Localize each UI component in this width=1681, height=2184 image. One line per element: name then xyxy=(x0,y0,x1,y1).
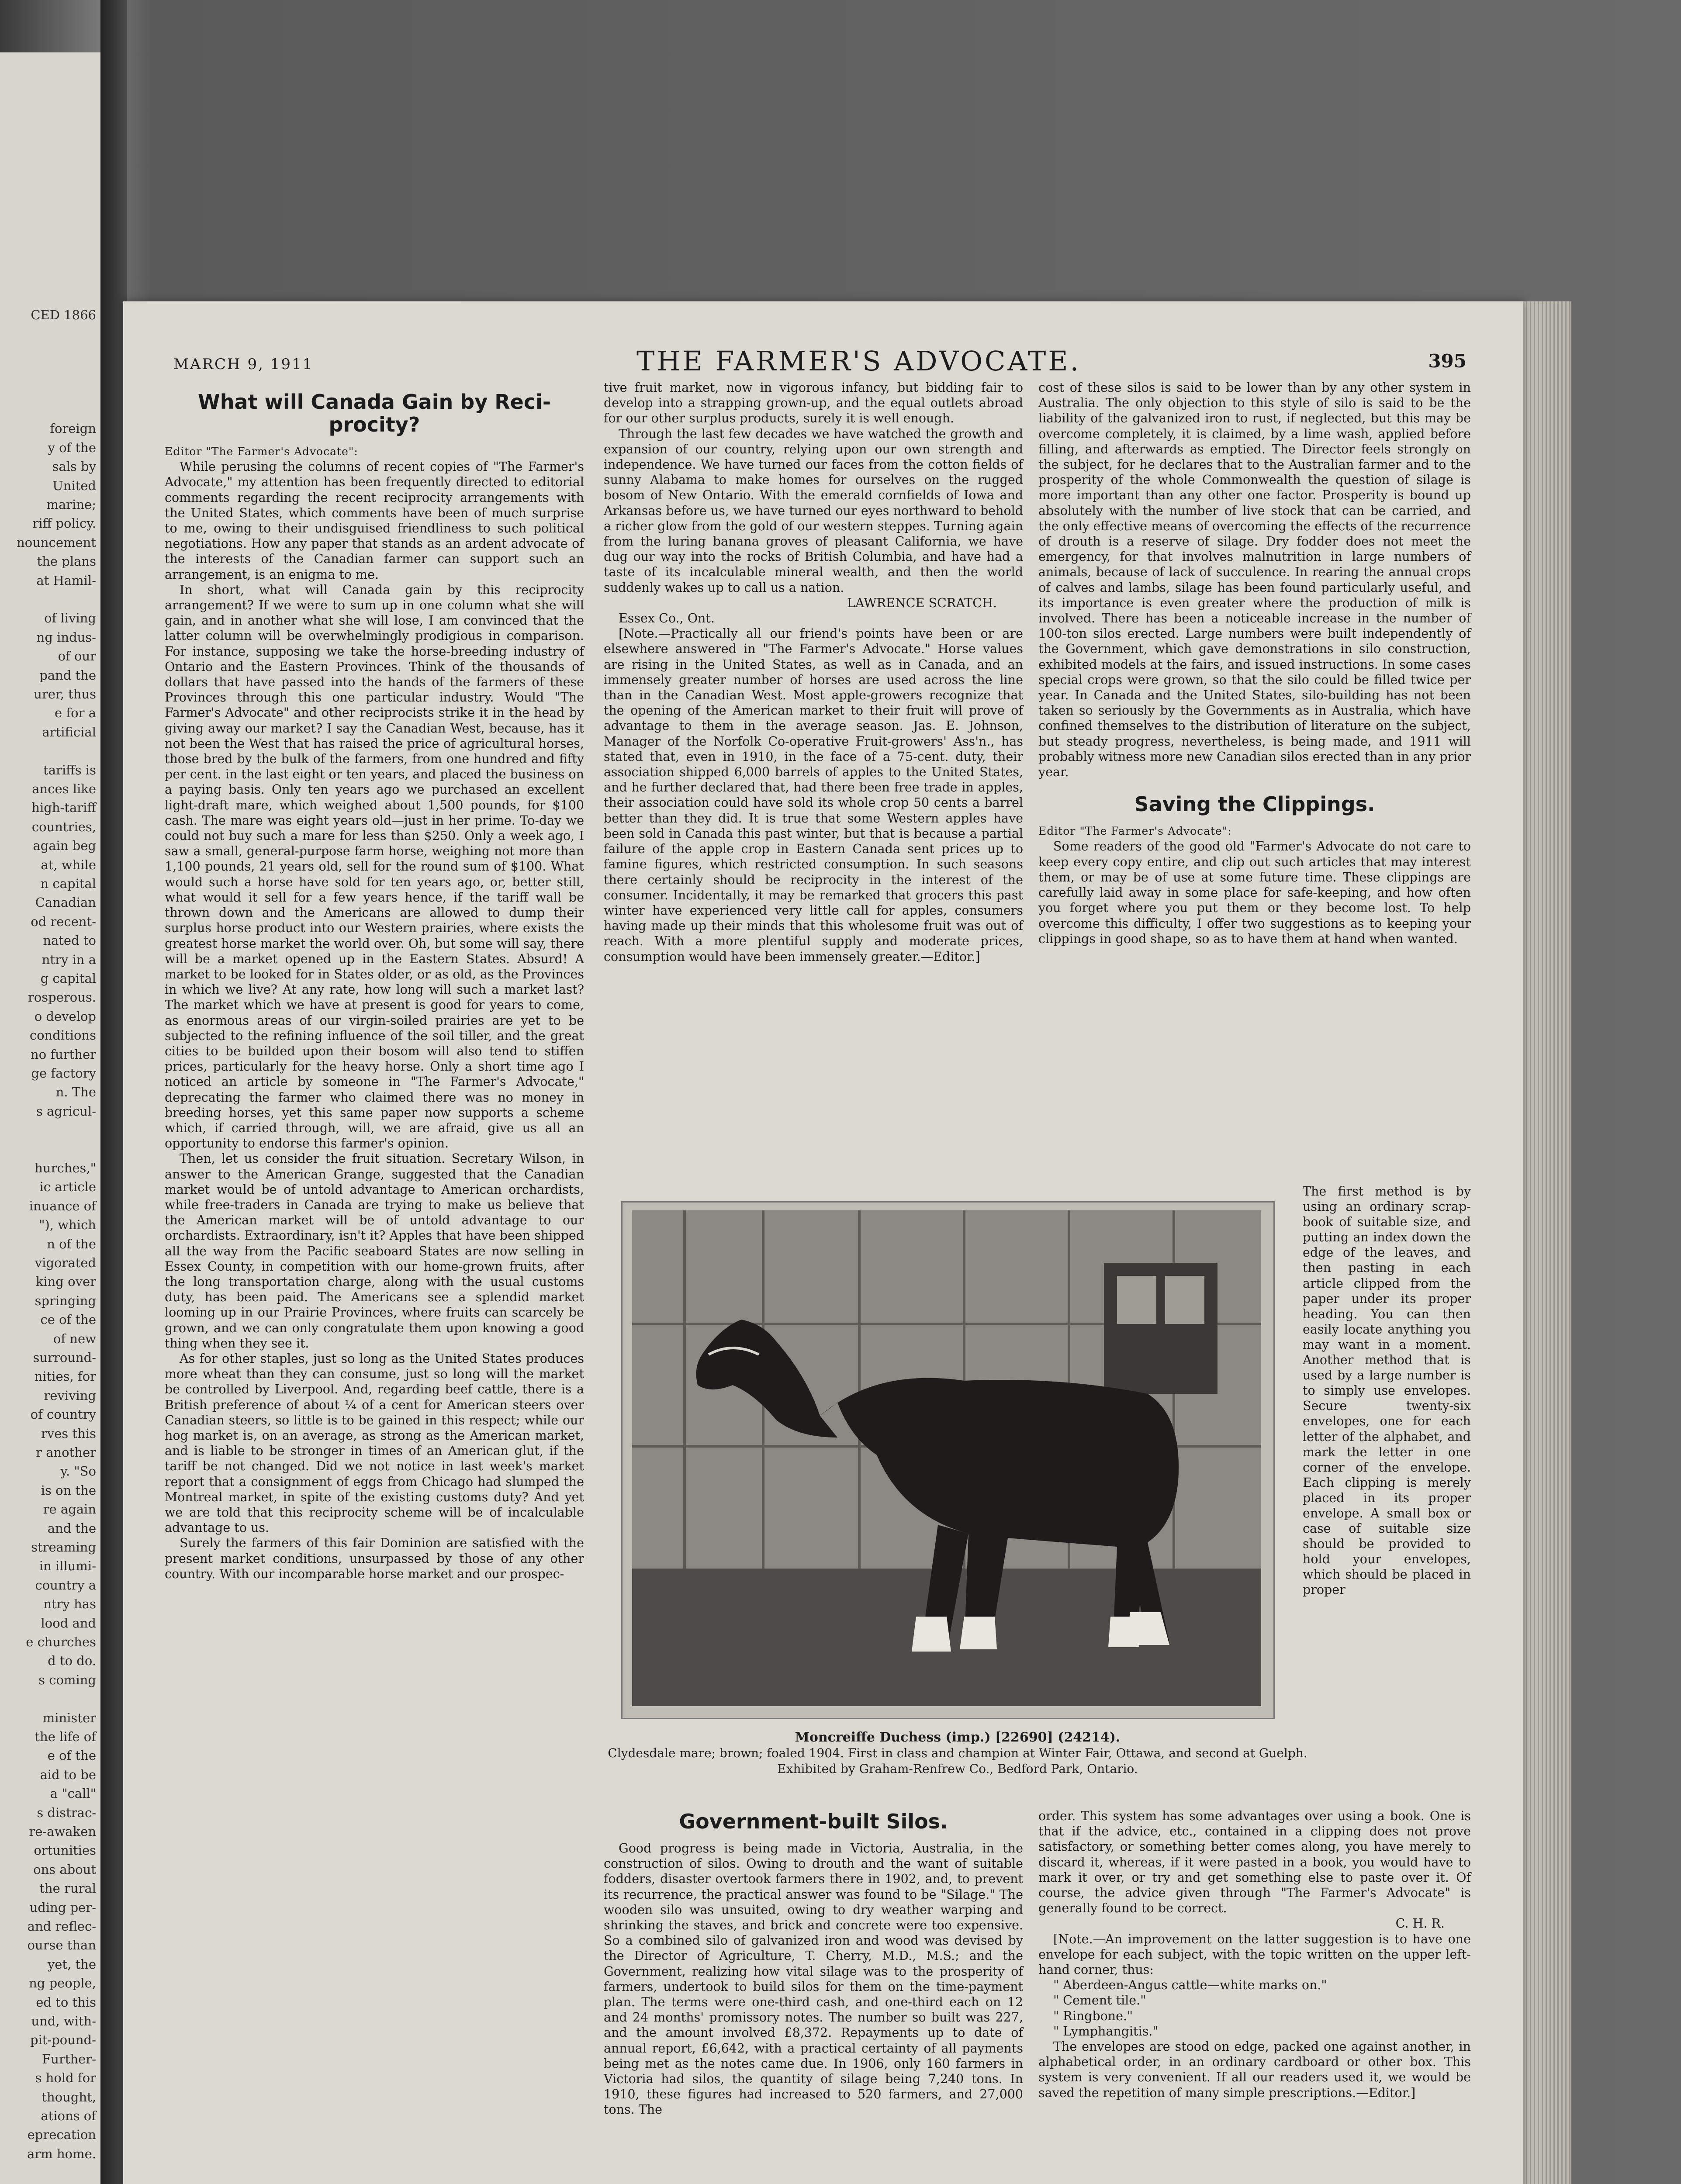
column-2-lower xyxy=(604,1808,1023,2118)
prev-page-line: the life of xyxy=(35,1729,96,1744)
prev-page-line: is on the xyxy=(41,1482,96,1498)
prev-page-line: riff policy. xyxy=(32,516,96,531)
prev-page-line: ons about xyxy=(33,1862,96,1877)
prev-page-line: re again xyxy=(43,1502,96,1517)
prev-page-line: the rural xyxy=(39,1881,96,1896)
paragraph: While perusing the columns of recent copies of "The Farmer's Advocate," my attention has been frequently directed to editorial comments regarding the recent reciprocity arrangements with the United States, which comments have been of much surprise to me, owing to their undisguised friendliness to such political negotiations. How any paper that stands as an ardent advocate of the interests of the Canadian farmer can support such an arrangement, is an enigma to me. xyxy=(165,460,584,582)
paragraph: order. This system has some advantages over using a book. One is that if the advice, etc., contained in a clipping does not prove satisfactory, or something better comes along, you have merely to discard it, whereas, if it were pasted in a book, you would have to mark it over, or try and get something else to paste over it. Of course, the advice given through "The Farmer's Advocate" is generally found to be correct. xyxy=(1038,1809,1471,1916)
prev-page-line: ed to this xyxy=(36,1994,96,2010)
prev-page-line: aid to be xyxy=(40,1767,96,1782)
prev-page-line: of country xyxy=(30,1407,96,1422)
paragraph: Through the last few decades we have watched the growth and expansion of our country, relying upon our own strength and independence. We have turned our faces from the cotton fields of sunny Alabama to make homes for ourselves on the rugged bosom of New Ontario. With the emerald cornfields of Iowa and Arkansas before us, we have turned our eyes northward to behold a richer glow from the gold of our western steppes. Turning again from the luring banana groves of pleasant California, we have dug our way into the rocks of British Columbia, and have had a taste of its incalculable mineral wealth, and then the world suddenly wakes up to call us a nation. xyxy=(604,426,1023,595)
prev-page-line: eprecation xyxy=(27,2127,96,2143)
editor-note: [Note.—An improvement on the latter suggestion is to have one envelope for each subject, with the topic written on the upper left-hand corner, thus: xyxy=(1038,1932,1471,1977)
prev-page-line: rves this xyxy=(41,1426,96,1441)
editor-note-end: The envelopes are stood on edge, packed one against another, in alphabetical order, in an ordinary cardboard or other box. This system is very convenient. If all our readers used it, we would be saved the repetition of many simple prescriptions.—Editor.] xyxy=(1038,2039,1471,2100)
author-signature: C. H. R. xyxy=(1395,1916,1445,1931)
prev-page-line: e of the xyxy=(47,1748,96,1763)
prev-page-line: Further- xyxy=(42,2051,96,2067)
prev-page-line: a "call" xyxy=(50,1786,96,1801)
prev-page-line: inuance of xyxy=(29,1198,96,1213)
prev-page-line: ortunities xyxy=(34,1843,96,1858)
prev-page-line: United xyxy=(52,478,96,493)
prev-page-line: Canadian xyxy=(35,895,96,910)
clydesdale-mare-image xyxy=(632,1210,1261,1706)
page-edges xyxy=(1523,301,1571,2184)
editor-note: [Note.—Practically all our friend's points have been or are elsewhere answered in "The Farmer's Advocate." Horse values are rising in the United States, as well as in Canada, and an immensely greater number of horses are used across the line than in the Canadian West. Most apple-growers recognize that the opening of the American market to their fruit will prove of advantage to them in the average season. Jas. E. Johnson, Manager of the Norfolk Co-operative Fruit-growers' Ass'n., has stated that, even in 1910, in the face of a 75-cent. duty, their association shipped 6,000 barrels of apples to the United States, and he further declared that, had there been free trade in apples, their association could have sold its whole crop 50 cents a barrel better than they did. It is true that some Western apples have been sold in Canada this past winter, but that is because a partial failure of the apple crop in Eastern Canada sent prices up to famine figures, which restricted consumption. In such seasons there certainly should be reciprocity in the interest of the consumer. Incidentally, it may be remarked that grocers this past winter have experienced very little call for apples, consumers having made up their minds that this wholesome fruit was out of reach. With a more plentiful supply and moderate prices, consumption would have been immensely greater.—Editor.] xyxy=(604,626,1023,964)
prev-page-line: ng indus- xyxy=(36,629,96,645)
prev-page-line: marine; xyxy=(46,497,96,512)
prev-page-line: country a xyxy=(35,1577,96,1593)
prev-page-line: hurches," xyxy=(35,1161,96,1175)
binding-gutter xyxy=(100,0,127,2184)
list-item: " Aberdeen-Angus cattle—white marks on." xyxy=(1053,1978,1327,1993)
prev-page-line: of new xyxy=(53,1331,96,1346)
prev-page-line: no further xyxy=(31,1047,96,1062)
caption-title: Moncreiffe Duchess (imp.) [22690] (24214). xyxy=(795,1730,1121,1745)
prev-page-line: s coming xyxy=(38,1672,96,1687)
author-location: Essex Co., Ont. xyxy=(619,611,715,626)
caption-text: Clydesdale mare; brown; foaled 1904. First in class and champion at Winter Fair, Ottawa, and second at Guelph. Exhibited by Graham-Renfrew Co., Bedford Park, Ontario. xyxy=(608,1746,1307,1776)
newspaper-page xyxy=(123,301,1523,2184)
prev-page-line: again beg xyxy=(33,838,96,854)
editor-salutation: Editor "The Farmer's Advocate": xyxy=(165,445,358,458)
prev-page-line: nated to xyxy=(43,933,96,948)
paragraph: cost of these silos is said to be lower than by any other system in Australia. The only objection to this style of silo is said to be the liability of the galvanized iron to rust, if neglected, but this may be overcome completely, it is claimed, by a lime wash, applied before filling, and afterwards as emptied. The Director feels strongly on the subject, for he declares that to the Australian farmer and to the prosperity of the whole Commonwealth the question of silage is more important than any other one factor. Prosperity is bound up absolutely with the number of live stock that can be carried, and the only effective means of overcoming the effects of the recurrence of drouth is a reserve of silage. Dry fodder does not meet the emergency, for that involves malnutrition in large numbers of animals, because of lack of succulence. In rearing the annual crops of calves and lambs, silage has been found particularly useful, and its importance is even greater where the production of milk is involved. There has been a noticeable increase in the number of 100-ton silos erected. Large numbers were built independently of the Government, which gave demonstrations in silo construction, exhibited models at the fairs, and issued instructions. In some cases special crops were grown, so that the silo could be filled twice per year. In Canada and the United States, silo-building has not been taken so seriously by the Governments as in Australia, which have confined themselves to the distribution of literature on the subject, but steady progress, nevertheless, is being made, and 1911 will probably witness more new Canadian silos erected than in any prior year. xyxy=(1038,380,1471,780)
prev-page-line: re-awaken xyxy=(29,1824,96,1839)
paragraph: tive fruit market, now in vigorous infancy, but bidding fair to develop into a strapping grown-up, and the equal outlets abroad for our other surplus products, surely it is well enough. xyxy=(604,380,1023,426)
prev-page-line: and the xyxy=(47,1521,96,1536)
editor-salutation: Editor "The Farmer's Advocate": xyxy=(1038,825,1232,838)
prev-page-line: od recent- xyxy=(31,914,96,929)
prev-page-line: and reflec- xyxy=(27,1919,96,1934)
photo-caption xyxy=(604,1730,1311,1777)
prev-page-line: rosperous. xyxy=(28,990,96,1005)
paragraph: Then, let us consider the fruit situation. Secretary Wilson, in answer to the American Grange, suggested that the Canadian market would be of untold advantage to American orchardists, while free-traders in Canada are trying to make us believe that the American market will be of untold advantage to our orchardists. Extraordinary, isn't it? Apples that have been shipped all the way from the Pacific seaboard States are now selling in Essex County, in competition with our home-grown fruits, after the long transportation charge, along with the usual customs duty, has been paid. The Americans see a splendid market looming up in our Prairie Provinces, where fruits can scarcely be grown, and we can only congratulate them upon knowing a good thing when they see it. xyxy=(165,1151,584,1351)
prev-page-line: ances like xyxy=(32,781,96,796)
prev-page-line: nouncement xyxy=(17,535,96,550)
prev-page-line: g capital xyxy=(40,971,96,986)
column-1 xyxy=(165,389,584,1582)
column-3-lower xyxy=(1038,1808,1471,2101)
prev-page-line: ntry has xyxy=(43,1597,96,1612)
page-header xyxy=(173,341,1467,376)
paragraph: In short, what will Canada gain by this reciprocity arrangement? If we were to sum up in one column what she will gain, and in another what she will lose, I am convinced that the latter column will be overwhelmingly prodigious in comparison. For instance, supposing we take the horse-breeding industry of Ontario and the Eastern Provinces. Think of the thousands of dollars that have passed into the hands of the farmers of these Provinces through this one particular industry. Would "The Farmer's Advocate" and other reciprocists strike it in the head by giving away our market? I say the Canadian West, because, has it not been the West that has raised the price of agricultural horses, those bred by the bulk of the farmers, from one hundred and fifty per cent. in the last eight or ten years, and placed the business on a paying basis. Only ten years ago we purchased an excellent light-draft mare, which weighed about 1,500 pounds, for $100 cash. The mare was eight years old—just in her prime. To-day we could not buy such a mare for less than $250. Only a week ago, I saw a small, general-purpose farm horse, weighing not more than 1,100 pounds, 21 years old, sell for the round sum of $100. What would such a horse have sold for ten years ago, or, better still, what would it sell for a few years hence, if the tariff wall be thrown down and the Americans are allowed to dump their surplus horse product into our Western prairies, where exists the greatest horse market the world over. Oh, but some will say, there will be a market opened up in the Eastern States. Absurd! A market to be looked for in States older, or as old, as the Provinces in which we live? At any rate, how long will such a market last? The market which we have at present is good for years to come, as enormous areas of our virgin-soiled prairies are yet to be subjected to the refining influence of the soil tiller, and the great cities to be builded upon their bosom will also tend to stiffen prices, particularly for the heavy horse. Only a short time ago I noticed an article by someone in "The Farmer's Advocate," deprecating the farmer who claimed there was no money in breeding horses, yet this same paper now supports a scheme which, if carried through, will, we are afraid, give us all an opportunity to endorse this farmer's opinion. xyxy=(165,582,584,1151)
prev-page-line: d to do. xyxy=(48,1653,96,1669)
prev-page-line: n capital xyxy=(40,876,96,891)
prev-page-line: at Hamil- xyxy=(36,573,96,588)
prev-page-line: y. "So xyxy=(60,1464,96,1479)
prev-page-line: o develop xyxy=(34,1009,96,1024)
prev-page-line: springing xyxy=(35,1293,96,1308)
masthead: THE FARMER'S ADVOCATE. xyxy=(636,345,1081,377)
list-item: " Cement tile." xyxy=(1053,1993,1146,2008)
list-item: " Ringbone." xyxy=(1053,2008,1133,2023)
prev-page-line: ge factory xyxy=(31,1066,96,1081)
prev-page-line: arm home. xyxy=(27,2146,96,2161)
prev-page-line: "), which xyxy=(39,1217,96,1233)
paragraph: Some readers of the good old "Farmer's Advocate do not care to keep every copy entire, and clip out such articles that may interest them, or may be of use at some future time. These clippings are carefully laid away in some place for safe-keeping, and how often you forget where you put them or they become lost. To help overcome this difficulty, I offer two suggestions as to keeping your clippings in good shape, so as to have them at hand when wanted. xyxy=(1038,839,1471,946)
article-title-clippings: Saving the Clippings. xyxy=(1134,792,1375,816)
prev-page-line: s distrac- xyxy=(37,1805,96,1820)
prev-page-line: und, with- xyxy=(31,2014,96,2028)
prev-page-line: at, while xyxy=(41,857,96,872)
prev-page-line: s hold for xyxy=(35,2070,96,2086)
prev-page-line: uding per- xyxy=(29,1900,96,1915)
column-2 xyxy=(604,380,1023,964)
page-number: 395 xyxy=(1428,350,1467,372)
prev-page-line: thought, xyxy=(42,2089,96,2105)
prev-page-line: yet, the xyxy=(47,1956,96,1972)
prev-page-line: e for a xyxy=(55,705,96,721)
prev-page-line: the plans xyxy=(37,554,96,569)
prev-page-line: in illumi- xyxy=(39,1559,96,1574)
prev-page-line: surround- xyxy=(33,1350,96,1365)
prev-page-line: CED 1866 xyxy=(31,308,96,322)
prev-page-line: artificial xyxy=(42,724,96,740)
prev-page-line: ic article xyxy=(39,1179,96,1195)
prev-page-line: streaming xyxy=(31,1540,96,1555)
prev-page-line: ng people, xyxy=(29,1976,96,1991)
article-title-silos: Government-built Silos. xyxy=(679,1810,948,1833)
prev-page-line: urer, thus xyxy=(34,687,96,702)
prev-page-line: y of the xyxy=(48,440,96,455)
narrow-column: The first method is by using an ordinary scrap-book of suitable size, and putting an index down the edge of the leaves, and then pasting in each article clipped from the paper under its proper heading. You can then easily locate anything you may want in a moment. Another method that is used by a large number is to simply use envelopes. Secure twenty-six envelopes, one for each letter of the alphabet, and mark the letter in one corner of the envelope. Each clipping is merely placed in its proper envelope. A small box or case of suitable size should be provided to hold your envelopes, which should be placed in proper xyxy=(1303,1184,1471,1597)
prev-page-line: high-tariff xyxy=(31,800,96,816)
prev-page-line: n. The xyxy=(55,1085,96,1100)
prev-page-line: minister xyxy=(42,1710,96,1725)
prev-page-line: pand the xyxy=(39,667,96,683)
column-3 xyxy=(1038,380,1471,947)
prev-page-line: e churches xyxy=(26,1635,96,1649)
prev-page-line: of our xyxy=(58,649,96,664)
prev-page-line: lood and xyxy=(41,1615,96,1631)
prev-page-line: vigorated xyxy=(35,1255,96,1270)
prev-page-line: reviving xyxy=(44,1388,96,1403)
prev-page-line: s agricul- xyxy=(36,1103,96,1119)
prev-page-line: pit-pound- xyxy=(30,2032,96,2048)
prev-page-line: ations of xyxy=(41,2108,96,2123)
issue-date: MARCH 9, 1911 xyxy=(173,356,314,373)
list-item: " Lymphangitis." xyxy=(1053,2024,1159,2039)
prev-page-line: tariffs is xyxy=(43,762,96,778)
prev-page-line: ntry in a xyxy=(42,952,96,967)
prev-page-line: countries, xyxy=(31,819,96,834)
prev-page-line: r another xyxy=(36,1445,96,1460)
paragraph: Good progress is being made in Victoria, Australia, in the construction of silos. Owing to drouth and the want of suitable fodders, disaster overtook farmers there in 1902, and, to prevent its recurrence, the practical answer was found to be "Silage." The wooden silo was unsuited, owing to dry weather warping and shrinking the staves, and brick and concrete were too expensive. So a combined silo of galvanized iron and wood was devised by the Director of Agriculture, T. Cherry, M.D., M.S.; and the Government, realizing how vital silage was to the prosperity of farmers, undertook to build silos for them on the time-payment plan. The terms were one-third cash, and one-third each on 12 and 24 months' promissory notes. The number so built was 227, and the amount involved £8,372. Repayments up to date of annual report, £6,642, with a practical certainty of all payments being met as the notes came due. In 1906, only 160 farmers in Victoria had silos, the quantity of silage being 7,240 tons. In 1910, these figures had increased to 520 farmers, and 27,000 tons. The xyxy=(604,1841,1023,2117)
prev-page-line: conditions xyxy=(29,1028,96,1043)
prev-page-line: nities, for xyxy=(34,1369,96,1384)
prev-page-line: foreign xyxy=(50,421,96,436)
paragraph: As for other staples, just so long as the United States produces more wheat than they can consume, just so long will the market be controlled by Liverpool. And, regarding beef cattle, there is a British preference of about ¼ of a cent for American steers over Canadian steers, so little is to be gained in this respect; while our hog market is, on an average, as strong as the American market, and is liable to be stronger in times of an American glut, if the tariff be not changed. Did we not notice in last week's market report that a consignment of eggs from Chicago had slumped the Montreal market, in spite of the existing customs duty? And yet we are told that this reciprocity scheme will be of incalculable advantage to us. xyxy=(165,1351,584,1535)
paragraph: Surely the farmers of this fair Dominion are satisfied with the present market conditions, unsurpassed by those of any other country. With our incomparable horse market and our prospec- xyxy=(165,1536,584,1581)
prev-page-line: ce of the xyxy=(40,1312,96,1327)
prev-page-line: ourse than xyxy=(27,1938,96,1953)
prev-page-line: of living xyxy=(44,611,96,626)
horse-photograph xyxy=(621,1201,1275,1719)
previous-page-fragment xyxy=(0,52,100,2184)
prev-page-line: sals by xyxy=(52,459,96,474)
prev-page-line: n of the xyxy=(47,1236,96,1251)
author-signature: LAWRENCE SCRATCH. xyxy=(847,595,997,610)
prev-page-line: king over xyxy=(35,1274,96,1289)
article-title-reciprocity: What will Canada Gain by Reci-procity? xyxy=(198,390,551,436)
